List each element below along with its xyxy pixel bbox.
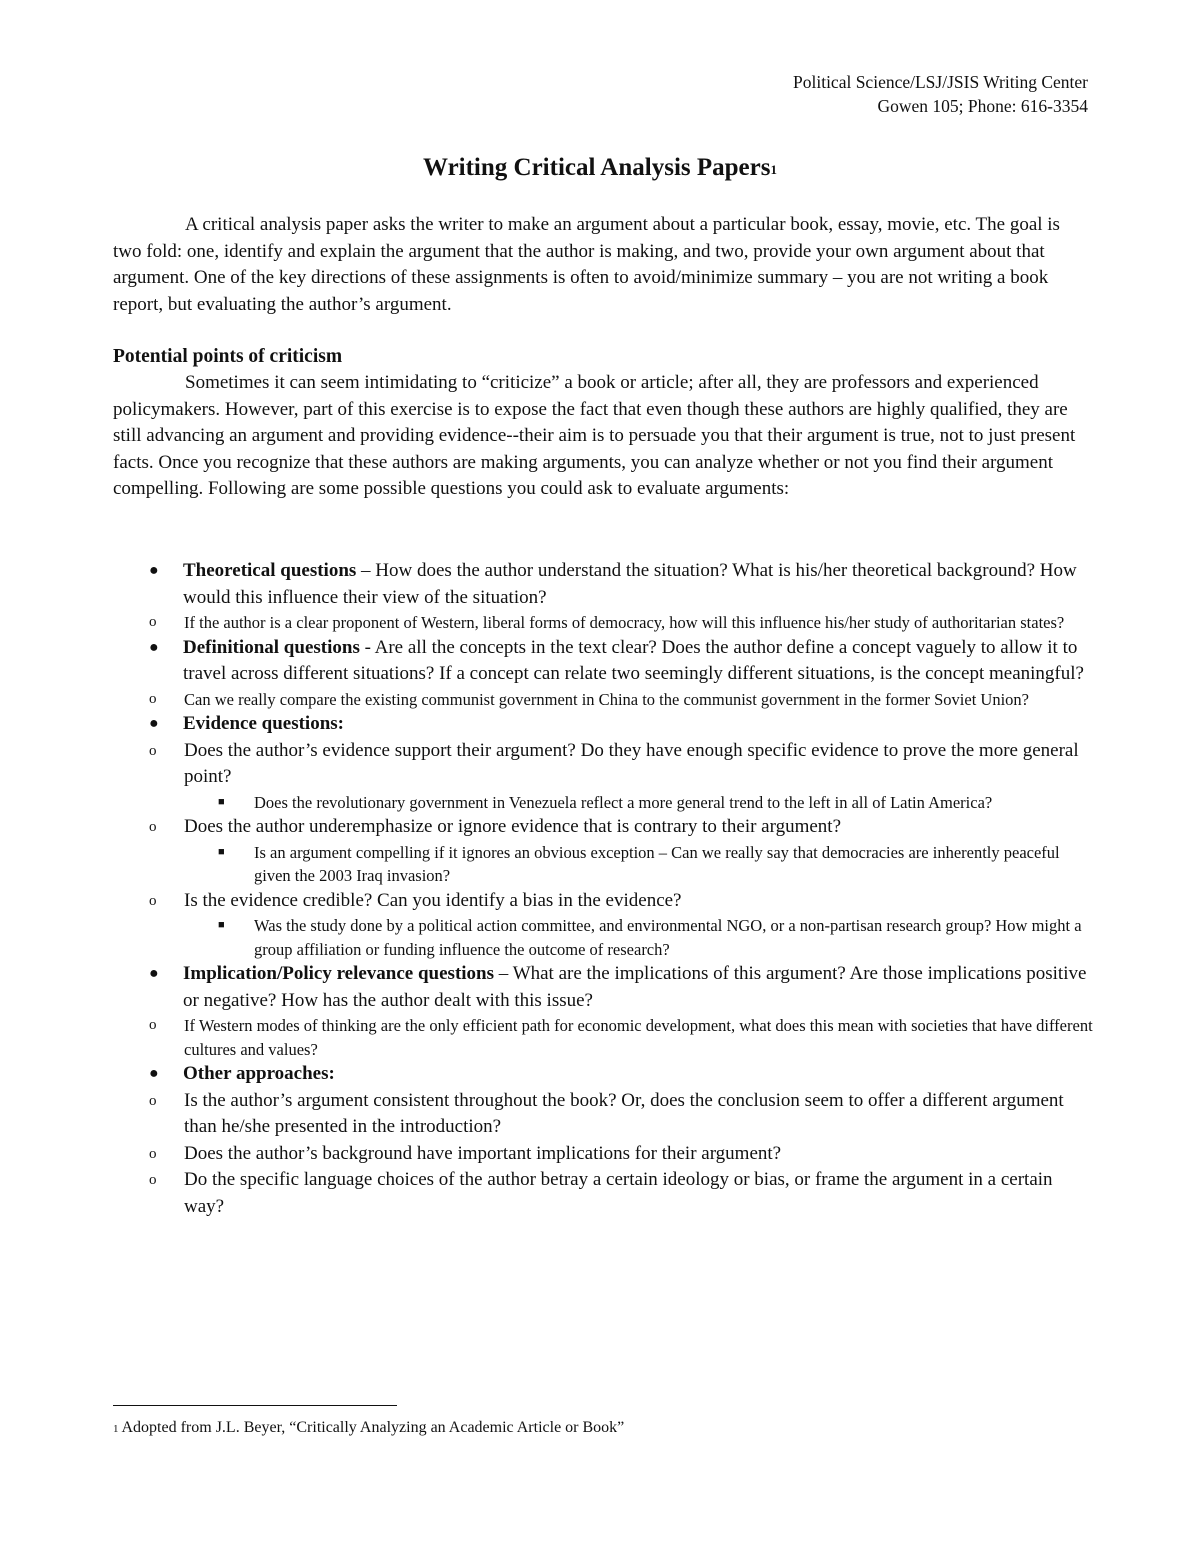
sub-item-text: Is the author’s argument consistent throughout the book? Or, does the conclusion seem to offer a different argument than he/she presented in the introduction? <box>184 1089 1064 1137</box>
circle-bullet-icon: o <box>149 1172 157 1188</box>
sub-item <box>113 1088 1093 1141</box>
bullet-icon: ● <box>149 638 159 656</box>
sub-sub-item <box>184 791 1093 815</box>
circle-bullet-icon: o <box>149 742 157 759</box>
sub-item-text: Is the evidence credible? Can you identify a bias in the evidence? <box>184 889 682 911</box>
sub-sub-item-text: Does the revolutionary government in Venezuela reflect a more general trend to the left in all of Latin America? <box>254 792 993 812</box>
sub-item-text: Can we really compare the existing communist government in China to the communist government in the former Soviet Union? <box>184 689 1029 709</box>
sub-sub-item <box>184 841 1093 888</box>
circle-bullet-icon: o <box>149 1092 157 1109</box>
bullet-icon: ● <box>149 715 159 732</box>
item-label: Implication/Policy relevance questions <box>183 963 495 984</box>
item-text: - Are all the concepts in the text clear? Does the author define a concept vaguely to allow it to travel across different situations? If a concept can relate two seemingly different situations, is the concept meaningful? <box>183 636 1084 684</box>
list-item-definitional <box>113 635 1093 688</box>
square-bullet-icon: ■ <box>218 795 225 808</box>
square-bullet-icon: ■ <box>218 845 225 858</box>
circle-bullet-icon: o <box>149 1145 157 1162</box>
header-contact: Gowen 105; Phone: 616-3354 <box>877 96 1088 116</box>
sub-item <box>113 1141 1093 1168</box>
item-text: – How does the author understand the situation? What is his/her theoretical background? How would this influence their view of the situation? <box>183 560 1077 608</box>
sub-sub-item-text: Was the study done by a political action committee, and environmental NGO, or a non-partisan research group? How might a group affiliation or funding influence the outcome of research? <box>254 916 1082 959</box>
sub-item <box>113 888 1093 915</box>
title-text: Writing Critical Analysis Papers <box>423 154 771 181</box>
sub-item <box>113 1014 1093 1061</box>
sub-item-text: Does the author’s evidence support their argument? Do they have enough specific evidence to prove the more general point? <box>184 739 1079 787</box>
title-footnote-ref: 1 <box>770 162 777 177</box>
item-label: Definitional questions <box>183 636 360 658</box>
bullet-icon: ● <box>149 965 159 982</box>
sub-sub-item-text: Is an argument compelling if it ignores an obvious exception – Can we really say that democracies are inherently peaceful given the 2003 Iraq invasion? <box>254 842 1060 885</box>
sub-item <box>113 611 1093 635</box>
circle-bullet-icon: o <box>149 819 157 835</box>
list-item-theoretical <box>113 558 1093 611</box>
circle-bullet-icon: o <box>149 1017 157 1033</box>
item-label: Other approaches: <box>183 1063 335 1084</box>
square-bullet-icon: ■ <box>218 919 225 931</box>
sub-item-text: If Western modes of thinking are the only efficient path for economic development, what does this mean with societies that have different cultures and values? <box>184 1016 1093 1059</box>
sub-item-text: Does the author’s background have important implications for their argument? <box>184 1142 782 1164</box>
item-label: Evidence questions: <box>183 713 344 734</box>
bullet-icon: ● <box>149 562 159 579</box>
criticism-paragraph: Sometimes it can seem intimidating to “criticize” a book or article; after all, they are professors and experienced policymakers. However, part of this exercise is to expose the fact that even though these authors are highly qualified, they are still advancing an argument and providing evidence--their aim is to persuade you that their argument is true, not to just present facts. Once you recognize that these authors are making arguments, you can analyze whether or not you find their argument compelling. Following are some possible questions you could ask to evaluate arguments: <box>113 372 1076 500</box>
footnote-text: Adopted from J.L. Beyer, “Critically Analyzing an Academic Article or Book” <box>121 1419 625 1436</box>
sub-item <box>113 688 1093 712</box>
header-department: Political Science/LSJ/JSIS Writing Center <box>793 72 1088 92</box>
footnote <box>113 1417 624 1439</box>
sub-item <box>113 1167 1093 1220</box>
questions-list <box>113 558 1093 1220</box>
sub-item-text: Does the author underemphasize or ignore evidence that is contrary to their argument? <box>184 816 842 837</box>
circle-bullet-icon: o <box>149 614 157 630</box>
footnote-divider <box>113 1405 397 1406</box>
circle-bullet-icon: o <box>149 690 157 707</box>
circle-bullet-icon: o <box>149 892 157 909</box>
sub-item <box>113 814 1093 841</box>
bullet-icon: ● <box>149 1065 159 1082</box>
section-heading: Potential points of criticism <box>113 346 343 367</box>
item-label: Theoretical questions <box>183 560 357 581</box>
list-item-evidence <box>113 711 1093 738</box>
list-item-implication <box>113 961 1093 1014</box>
page-header <box>793 70 1088 118</box>
sub-item <box>113 738 1093 791</box>
document-title <box>0 151 1200 185</box>
list-item-other <box>113 1061 1093 1088</box>
item-text: – What are the implications of this argument? Are those implications positive or negative? How has the author dealt with this issue? <box>183 963 1087 1011</box>
sub-sub-item <box>184 914 1093 961</box>
footnote-marker: 1 <box>113 1423 119 1435</box>
sub-item-text: If the author is a clear proponent of Western, liberal forms of democracy, how will this influence his/her study of authoritarian states? <box>184 613 1065 632</box>
intro-paragraph: A critical analysis paper asks the writer to make an argument about a particular book, essay, movie, etc. The goal is two fold: one, identify and explain the argument that the author is making, and two, provide your own argument about that argument. One of the key directions of these assignments is often to avoid/minimize summary – you are not writing a book report, but evaluating the author’s argument. <box>113 214 1060 315</box>
sub-item-text: Do the specific language choices of the author betray a certain ideology or bias, or frame the argument in a certain way? <box>184 1169 1053 1217</box>
